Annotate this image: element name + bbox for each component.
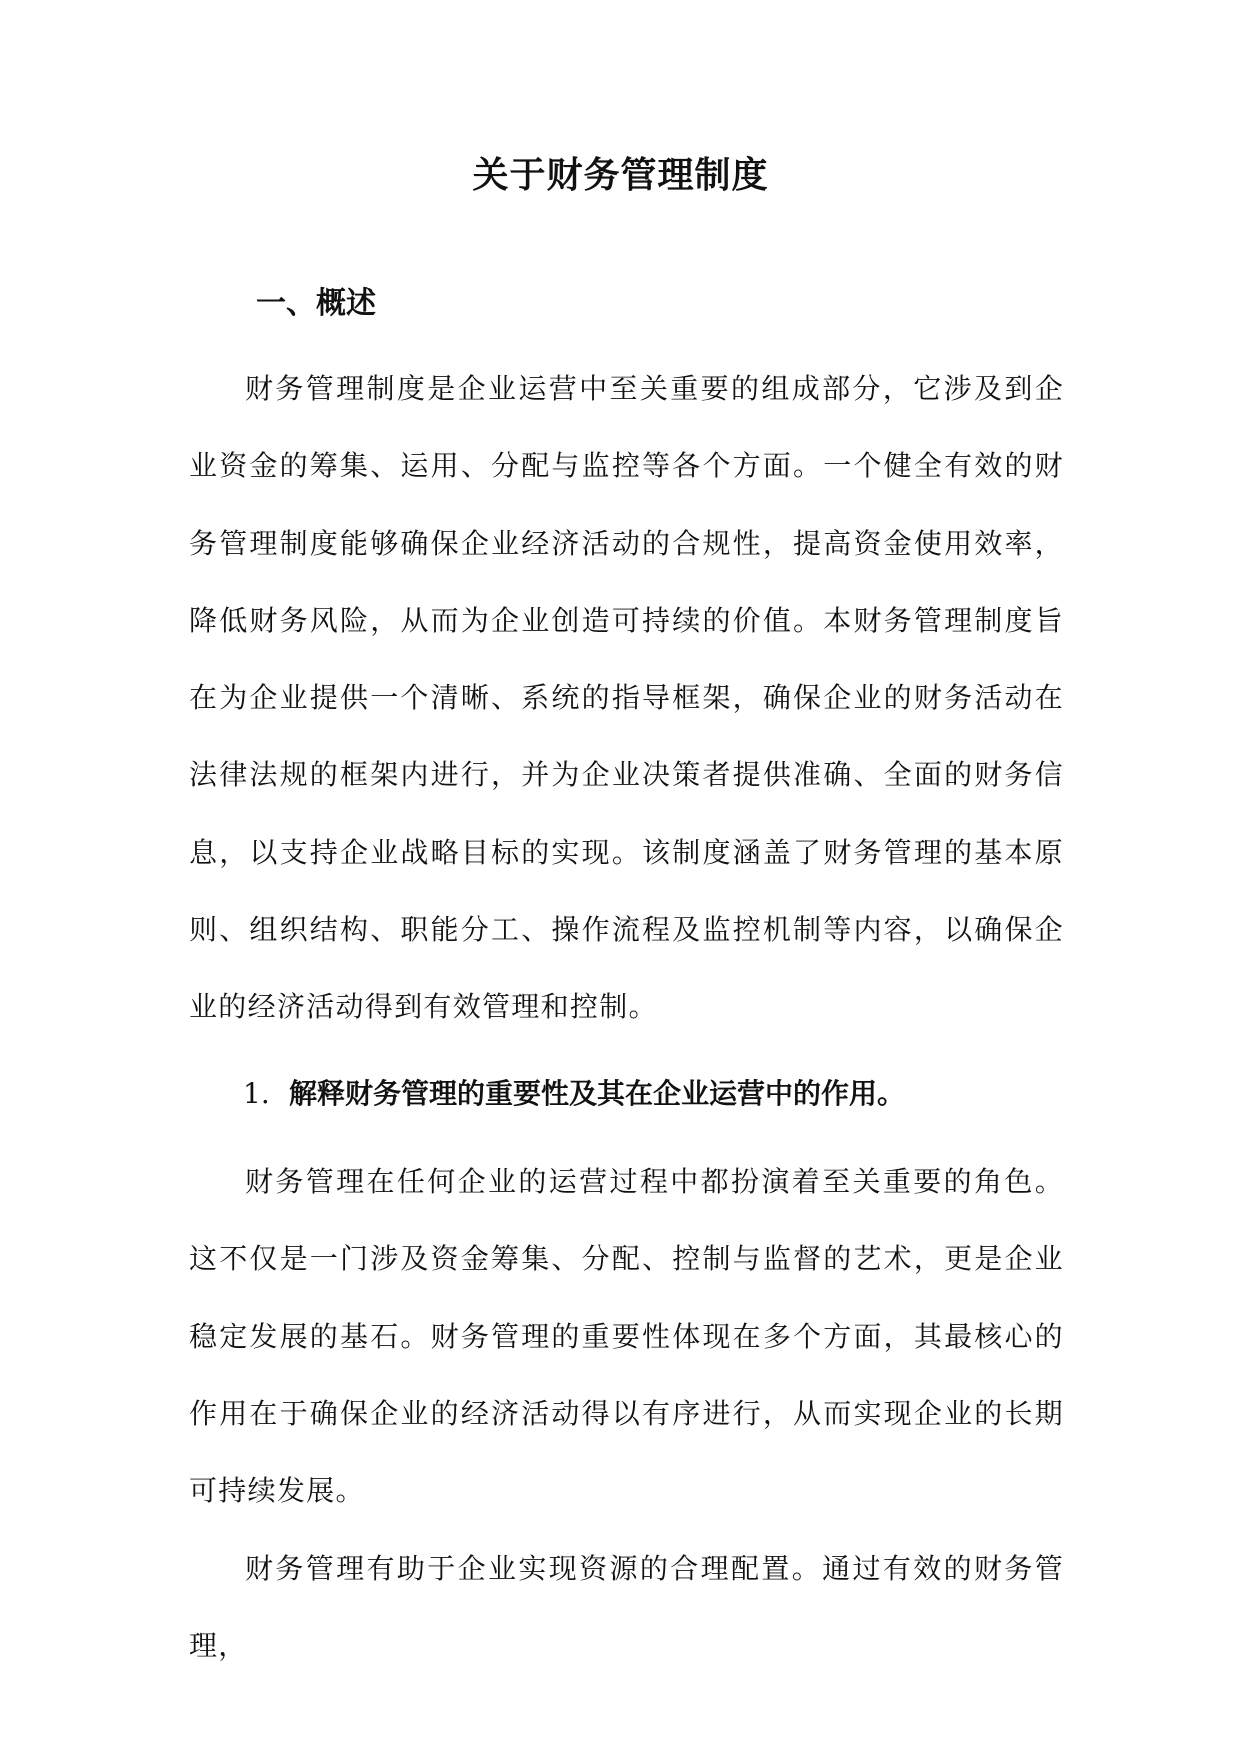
importance-paragraph: 财务管理在任何企业的运营过程中都扮演着至关重要的角色。这不仅是一门涉及资金筹集、分配、控制与监督的艺术，更是企业稳定发展的基石。财务管理的重要性体现在多个方面，其最核心的作用在于确保企业的经济活动得以有序进行，从而实现企业的长期可持续发展。	[189, 1165, 1064, 1508]
section-heading-overview: 一、概述	[256, 286, 376, 321]
overview-paragraph: 财务管理制度是企业运营中至关重要的组成部分，它涉及到企业资金的筹集、运用、分配与监控等各个方面。一个健全有效的财务管理制度能够确保企业经济活动的合规性，提高资金使用效率，降低财务风险，从而为企业创造可持续的价值。本财务管理制度旨在为企业提供一个清晰、系统的指导框架，确保企业的财务活动在法律法规的框架内进行，并为企业决策者提供准确、全面的财务信息，以支持企业战略目标的实现。该制度涵盖了财务管理的基本原则、组织结构、职能分工、操作流程及监控机制等内容，以确保企业的经济活动得到有效管理和控制。	[189, 372, 1064, 1024]
resource-allocation-paragraph: 财务管理有助于企业实现资源的合理配置。通过有效的财务管理，	[189, 1552, 1064, 1663]
subsection-heading	[243, 1072, 905, 1116]
subsection-number: 1.	[243, 1077, 270, 1110]
document-title: 关于财务管理制度	[472, 154, 769, 196]
subsection-heading-text: 解释财务管理的重要性及其在企业运营中的作用。	[289, 1077, 906, 1110]
